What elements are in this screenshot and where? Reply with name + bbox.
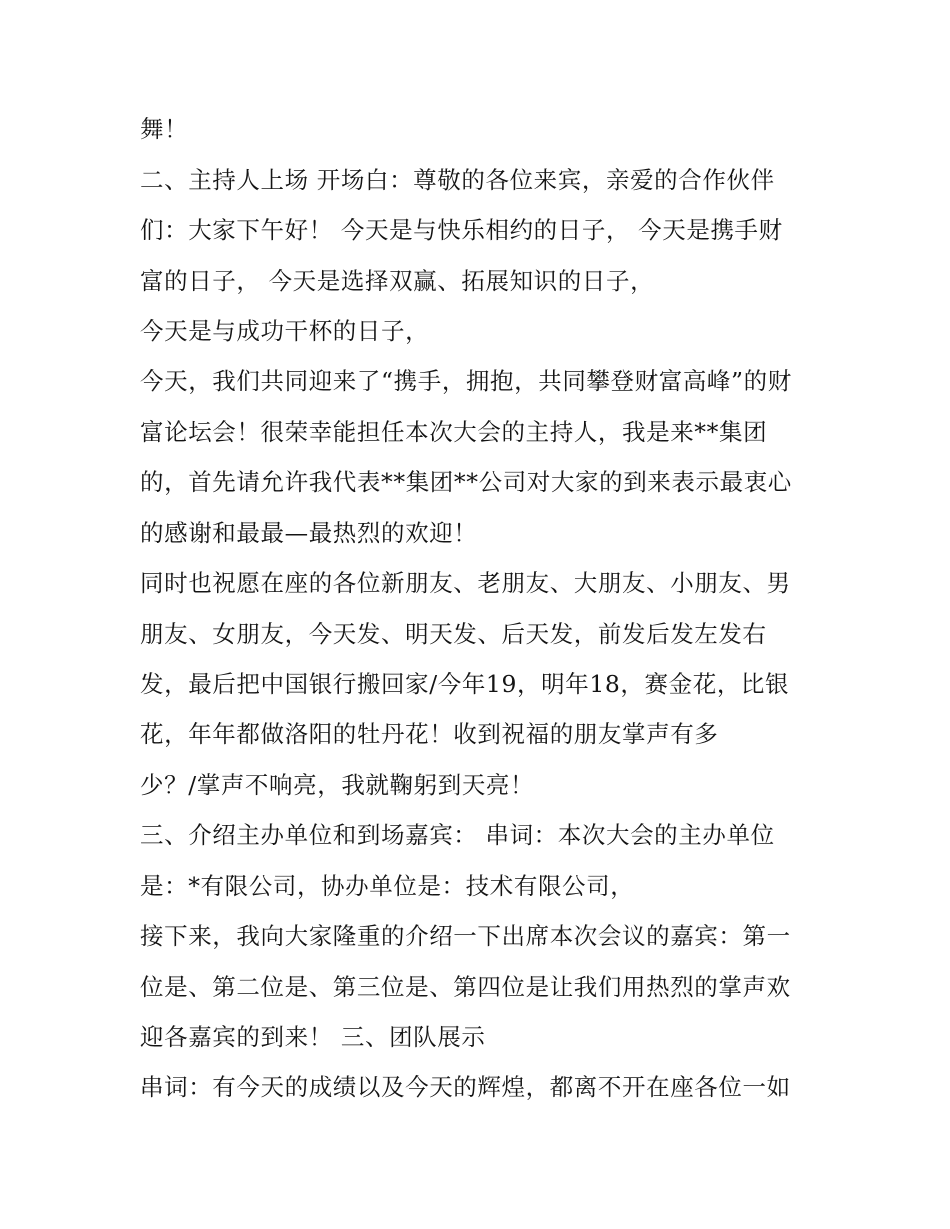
text-line: 发，最后把中国银行搬回家/今年19，明年18，赛金花，比银 <box>140 670 790 698</box>
text-line: 迎各嘉宾的到来！ 三、团队展示 <box>140 1023 486 1051</box>
text-line: 的，首先请允许我代表**集团**公司对大家的到来表示最衷心 <box>140 468 792 496</box>
text-line: 位是、第二位是、第三位是、第四位是让我们用热烈的掌声欢 <box>140 973 791 1001</box>
text-line: 富论坛会！很荣幸能担任本次大会的主持人，我是来**集团 <box>140 418 768 446</box>
text-line: 们：大家下午好！ 今天是与快乐相约的日子， 今天是携手财 <box>140 216 783 244</box>
text-line: 串词：有今天的成绩以及今天的辉煌，都离不开在座各位一如 <box>140 1073 791 1101</box>
text-line: 三、介绍主办单位和到场嘉宾： 串词：本次大会的主办单位 <box>140 821 775 849</box>
text-line: 是：*有限公司，协办单位是：技术有限公司， <box>140 872 635 900</box>
text-line: 少？/掌声不响亮，我就鞠躬到天亮！ <box>140 771 535 799</box>
text-line: 花，年年都做洛阳的牡丹花！收到祝福的朋友掌声有多 <box>140 720 719 748</box>
text-line: 接下来，我向大家隆重的介绍一下出席本次会议的嘉宾：第一 <box>140 922 791 950</box>
text-line: 今天是与成功干杯的日子， <box>140 317 430 345</box>
text-line: 的感谢和最最—最热烈的欢迎！ <box>140 519 478 547</box>
text-line: 今天，我们共同迎来了“携手，拥抱，共同攀登财富高峰”的财 <box>140 367 792 395</box>
text-line: 二、主持人上场 开场白：尊敬的各位来宾，亲爱的合作伙伴 <box>140 166 775 194</box>
text-line: 同时也祝愿在座的各位新朋友、老朋友、大朋友、小朋友、男 <box>140 569 791 597</box>
text-line: 富的日子， 今天是选择双赢、拓展知识的日子， <box>140 267 655 295</box>
text-line: 朋友、女朋友，今天发、明天发、后天发，前发后发左发右 <box>140 620 767 648</box>
text-line: 舞！ <box>140 115 189 143</box>
